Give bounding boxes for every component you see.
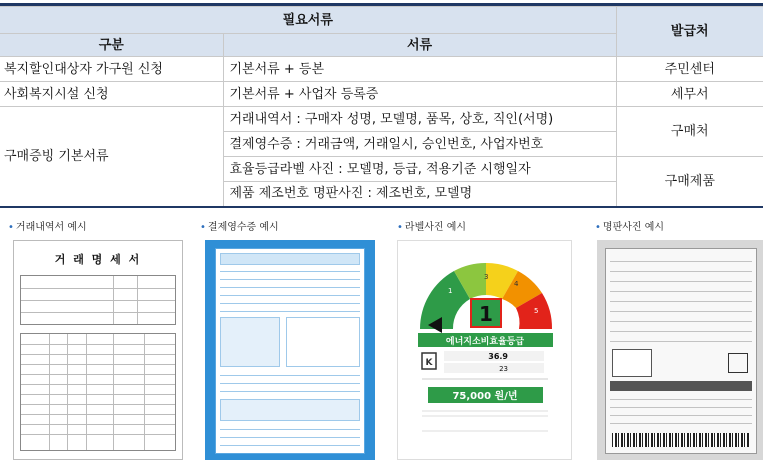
example-transaction-statement — [8, 222, 87, 234]
required-documents-table — [0, 3, 763, 208]
bullet-icon: • — [8, 222, 14, 233]
energy-label-image — [397, 240, 572, 460]
row-issuer: 구매제품 — [616, 157, 763, 207]
example-label: 거래내역서 예시 — [15, 222, 87, 233]
row-document: 제품 제조번호 명판사진 : 제조번호, 모델명 — [223, 182, 616, 207]
example-label: 라벨사진 예시 — [404, 222, 467, 233]
bullet-icon: • — [595, 222, 601, 233]
row-issuer: 주민센터 — [616, 57, 763, 82]
header-document: 서류 — [223, 34, 616, 57]
header-category: 구분 — [0, 34, 223, 57]
row-document: 결제영수증 : 거래금액, 거래일시, 승인번호, 사업자번호 — [223, 132, 616, 157]
example-receipt — [200, 222, 279, 234]
receipt-paper — [215, 248, 365, 454]
energy-label-name: 에너지소비효율등급 — [445, 337, 525, 347]
bullet-icon: • — [200, 222, 206, 233]
header-required-docs: 필요서류 — [0, 7, 616, 34]
nameplate-image — [597, 240, 763, 460]
example-nameplate — [595, 222, 664, 234]
row-document: 거래내역서 : 구매자 성명, 모델명, 품목, 상호, 직인(서명) — [223, 107, 616, 132]
energy-value-2: 23 — [499, 365, 508, 373]
energy-grade: 1 — [479, 302, 493, 326]
statement-title: 거 래 명 세 서 — [54, 253, 142, 266]
receipt-image — [205, 240, 375, 460]
bullet-icon: • — [397, 222, 403, 233]
statement-header-grid — [20, 275, 176, 325]
svg-text:K: K — [425, 358, 433, 368]
energy-label-graphic — [398, 241, 572, 460]
row-document: 기본서류 + 사업자 등록증 — [223, 82, 616, 107]
row-document: 효율등급라벨 사진 : 모델명, 등급, 적용기준 시행일자 — [223, 157, 616, 182]
example-label: 명판사진 예시 — [602, 222, 665, 233]
row-issuer: 세무서 — [616, 82, 763, 107]
svg-text:4: 4 — [514, 280, 519, 288]
energy-price: 75,000 원/년 — [452, 391, 518, 402]
table-row — [0, 57, 763, 82]
row-document: 기본서류 + 등본 — [223, 57, 616, 82]
svg-text:3: 3 — [484, 273, 489, 281]
nameplate-plate — [605, 248, 757, 454]
svg-text:1: 1 — [448, 287, 453, 295]
transaction-statement-image — [13, 240, 183, 460]
row-category: 사회복지시설 신청 — [0, 82, 223, 107]
svg-text:5: 5 — [534, 307, 539, 315]
row-category: 복지할인대상자 가구원 신청 — [0, 57, 223, 82]
table-row — [0, 82, 763, 107]
example-label: 결제영수증 예시 — [207, 222, 279, 233]
header-issuer: 발급처 — [616, 7, 763, 57]
row-category: 구매증빙 기본서류 — [0, 107, 223, 207]
energy-value-1: 36.9 — [488, 352, 508, 361]
statement-item-grid — [20, 333, 176, 451]
row-issuer: 구매처 — [616, 107, 763, 157]
table-row — [0, 107, 763, 132]
example-energy-label — [397, 222, 466, 234]
